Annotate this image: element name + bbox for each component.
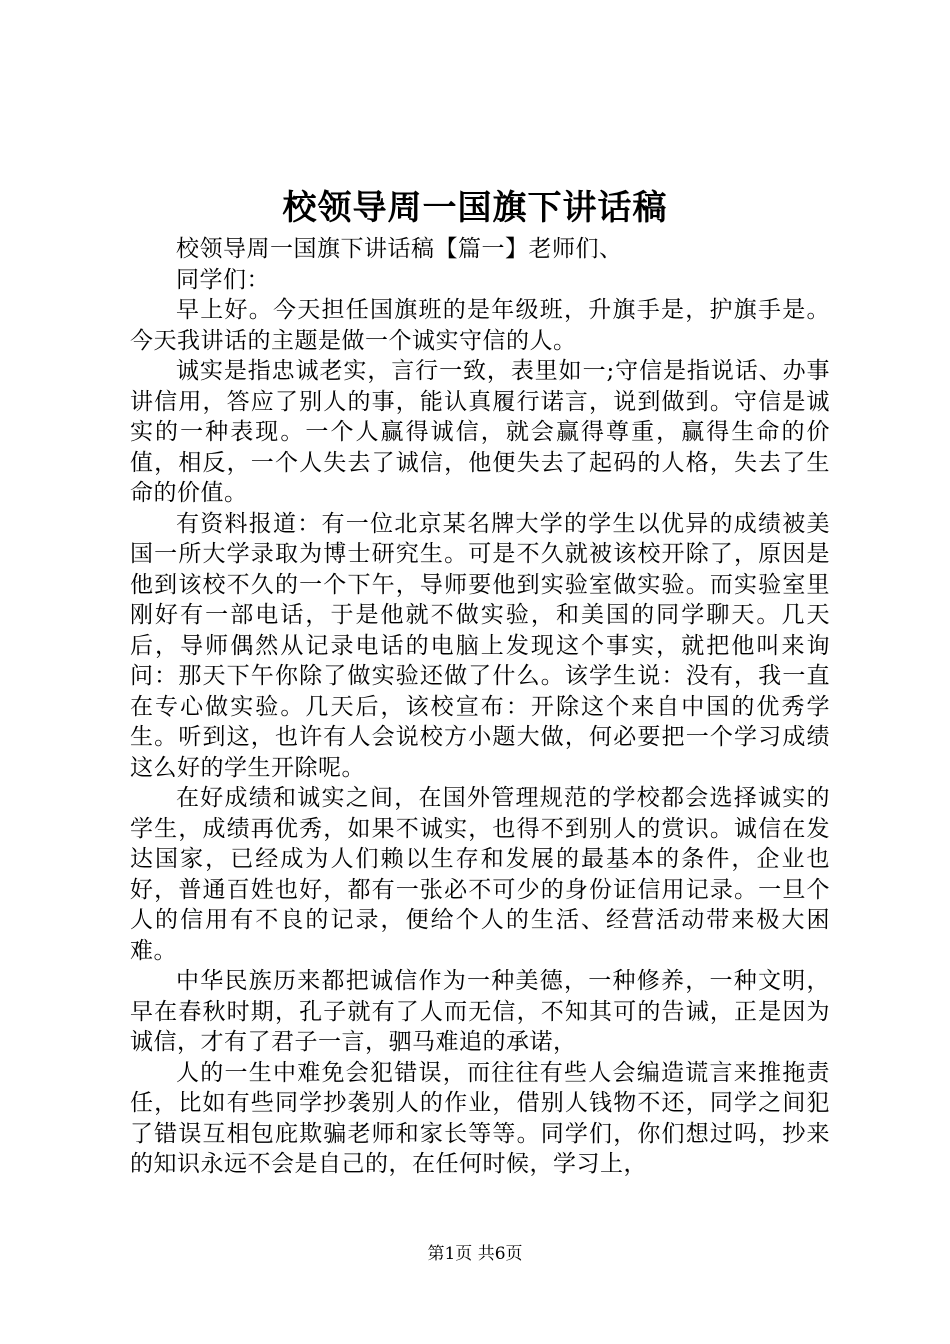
paragraph-mistakes: 人的一生中难免会犯错误，而往往有些人会编造谎言来推拖责任，比如有些同学抄袭别人的作业，借别人钱物不还，同学之间犯了错误互相包庇欺骗老师和家长等等。同学们，你们想过吗，抄来的知识永远不会是自己的，在任何时候，学习上， bbox=[130, 1059, 830, 1177]
document-body bbox=[130, 234, 830, 1180]
paragraph-honesty-definition: 诚实是指忠诚老实，言行一致，表里如一;守信是指说话、办事讲信用，答应了别人的事，能认真履行诺言，说到做到。守信是诚实的一种表现。一个人赢得诚信，就会赢得尊重，赢得生命的价值，相反，一个人失去了诚信，他便失去了起码的人格，失去了生命的价值。 bbox=[130, 358, 830, 506]
paragraph-story: 有资料报道：有一位北京某名牌大学的学生以优异的成绩被美国一所大学录取为博士研究生。可是不久就被该校开除了，原因是他到该校不久的一个下午，导师要他到实验室做实验。而实验室里刚好有一部电话，于是他就不做实验，和美国的同学聊天。几天后，导师偶然从记录电话的电脑上发现这个事实，就把他叫来询问：那天下午你除了做实验还做了什么。该学生说：没有，我一直在专心做实验。几天后，该校宣布：开除这个来自中国的优秀学生。听到这，也许有人会说校方小题大做，何必要把一个学习成绩这么好的学生开除呢。 bbox=[130, 510, 830, 781]
document-title: 校领导周一国旗下讲话稿 bbox=[282, 188, 668, 228]
paragraph-salutation: 同学们： bbox=[176, 266, 270, 293]
paragraph-intro: 校领导周一国旗下讲话稿【篇一】老师们、 bbox=[176, 236, 623, 262]
paragraph-chinese-tradition: 中华民族历来都把诚信作为一种美德，一种修养，一种文明，早在春秋时期，孔子就有了人而无信，不知其可的告诫，正是因为诚信，才有了君子一言，驷马难追的承诺， bbox=[130, 968, 830, 1055]
paragraph-credit-abroad: 在好成绩和诚实之间，在国外管理规范的学校都会选择诚实的学生，成绩再优秀，如果不诚实，也得不到别人的赏识。诚信在发达国家，已经成为人们赖以生存和发展的最基本的条件，企业也好，普通百姓也好，都有一张必不可少的身份证信用记录。一旦个人的信用有不良的记录，便给个人的生活、经营活动带来极大困难。 bbox=[130, 785, 830, 964]
page-number-footer: 第1页 共6页 bbox=[427, 1244, 523, 1264]
paragraph-greeting: 早上好。今天担任国旗班的是年级班，升旗手是，护旗手是。今天我讲话的主题是做一个诚实守信的人。 bbox=[130, 297, 830, 354]
